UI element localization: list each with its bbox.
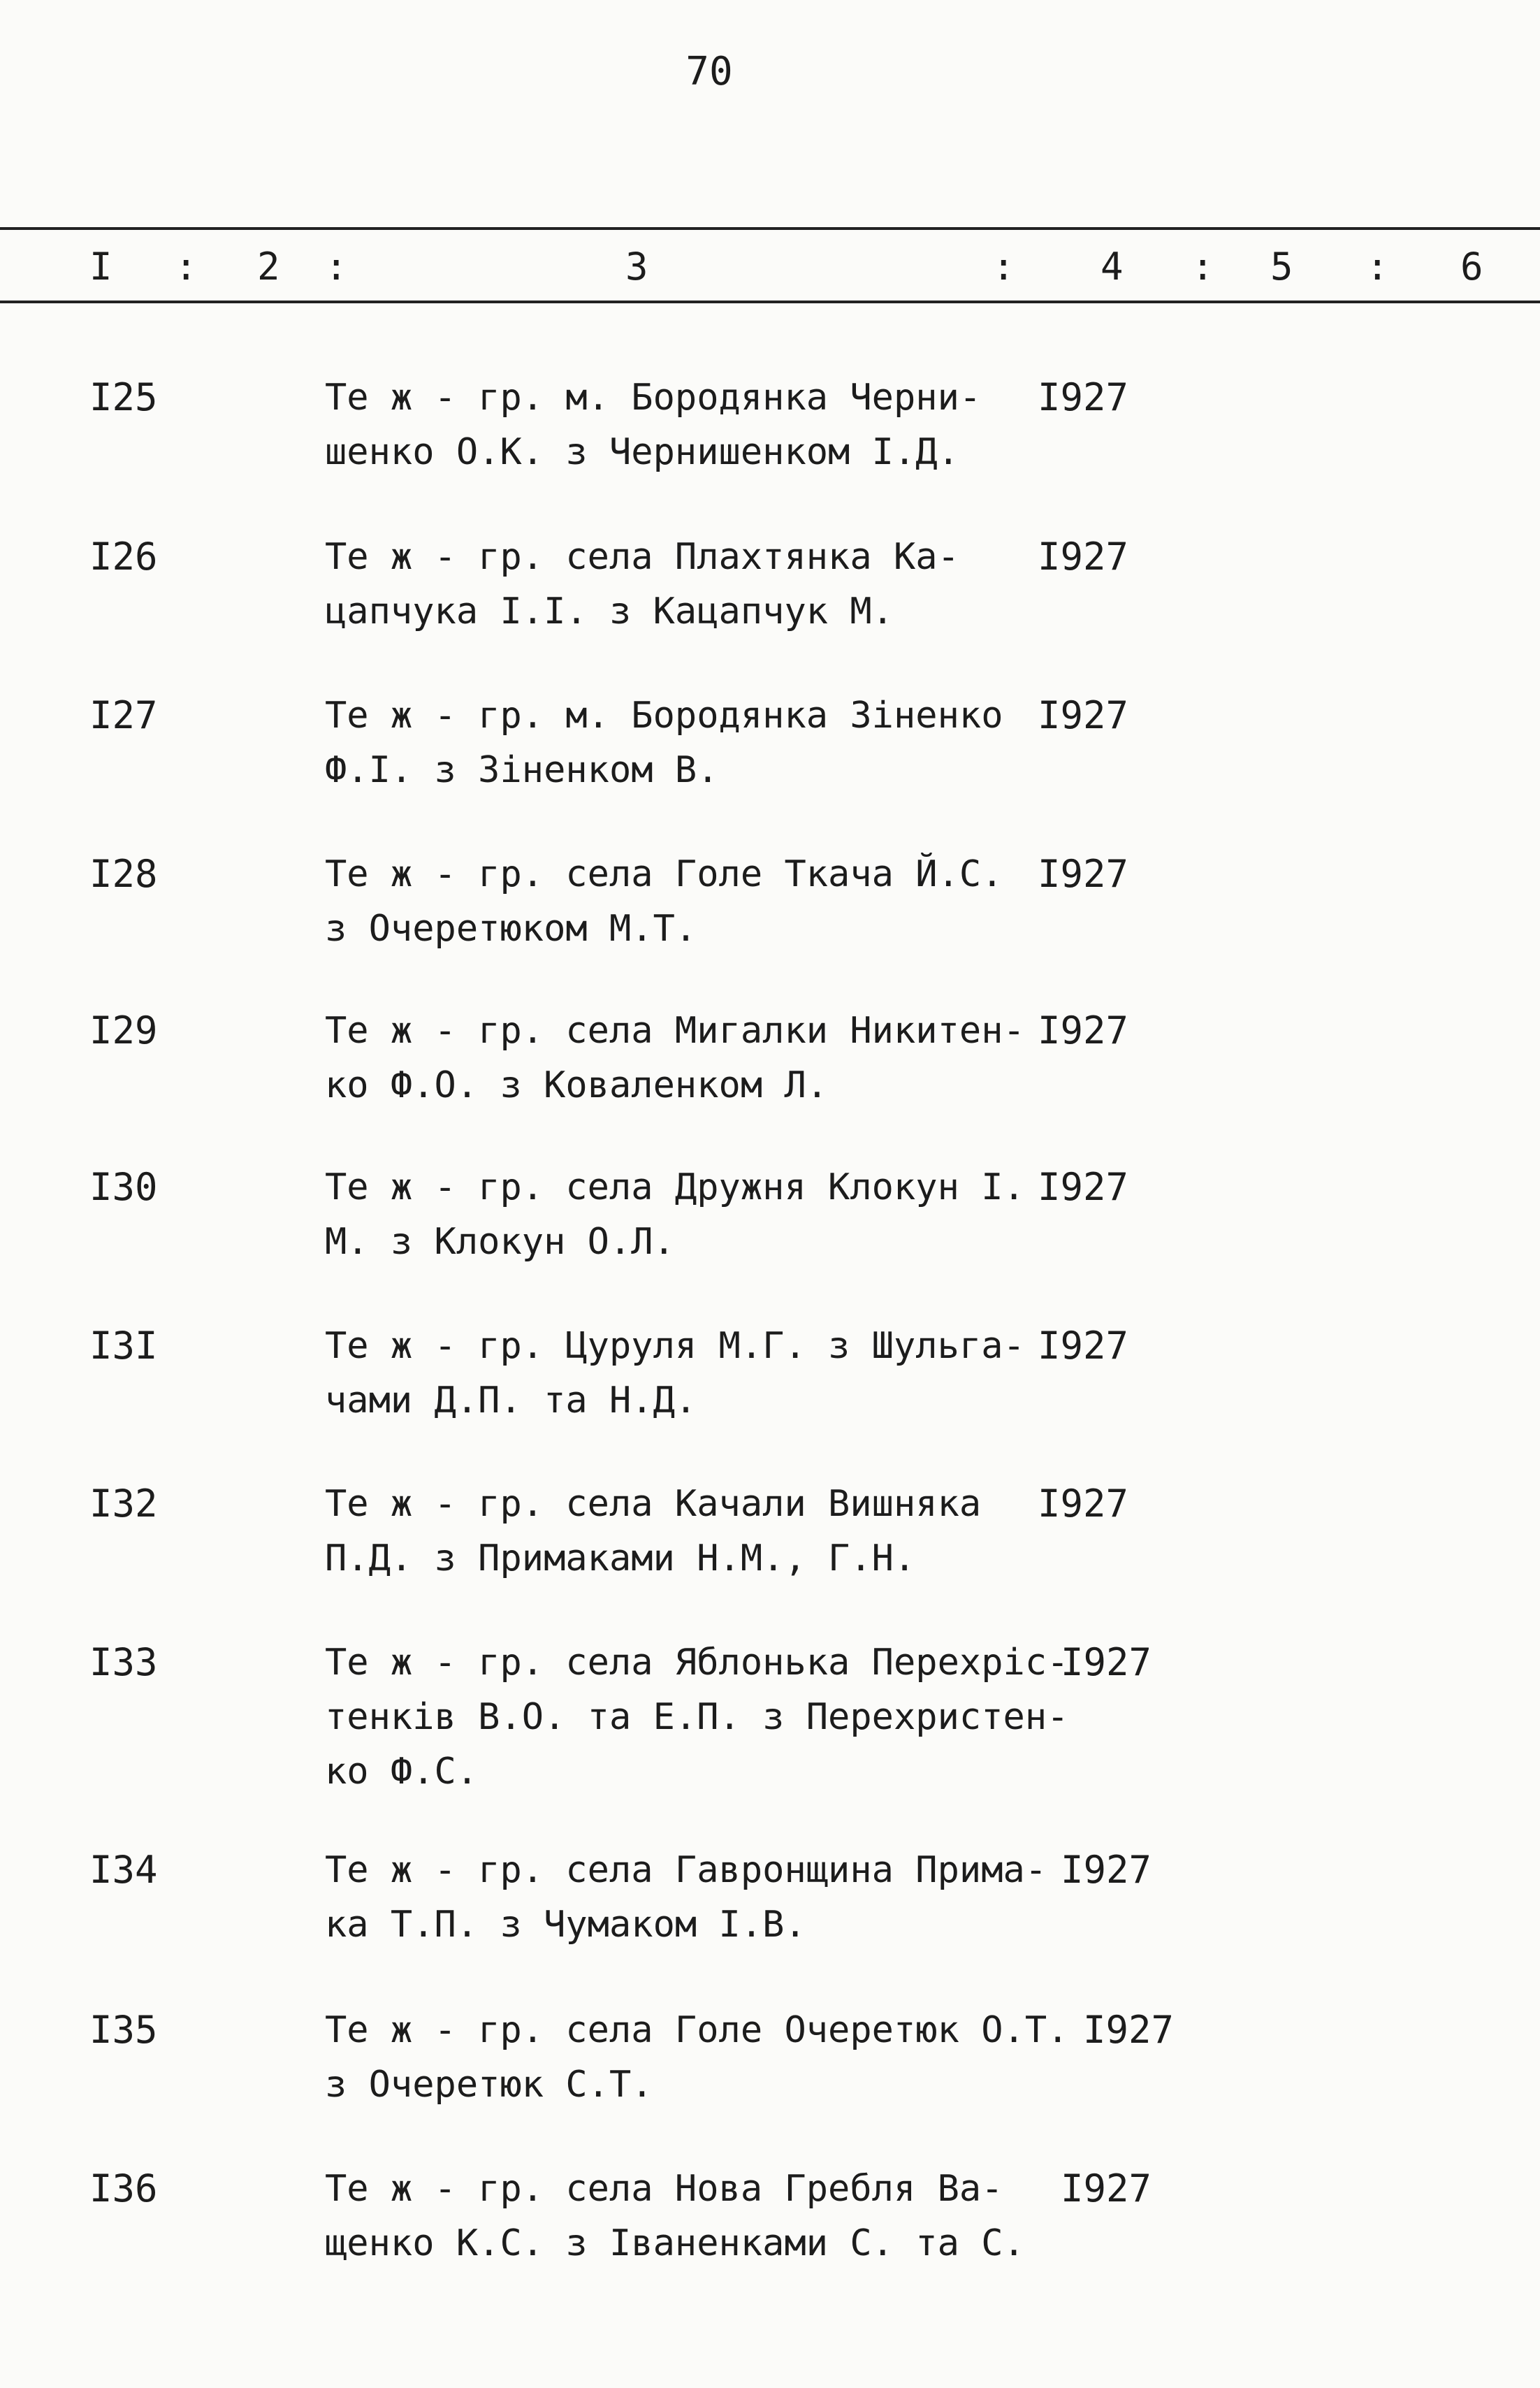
column-header-5: 5 (1270, 245, 1293, 289)
column-separator: : (1191, 245, 1214, 289)
column-header-3: 3 (625, 245, 648, 289)
column-separator: : (1366, 245, 1389, 289)
entry-year: I927 (1038, 1482, 1129, 1526)
entry-description: Те ж - гр. села Голе Очеретюк О.Т. з Очеретюк С.Т. (325, 2009, 1069, 2106)
table-top-rule (0, 227, 1540, 230)
entry-year: I927 (1083, 2008, 1175, 2052)
entry-description: Те ж - гр. села Гавронщина Прима- ка Т.П. з Чумаком І.В. (325, 1849, 1047, 1946)
column-separator: : (992, 245, 1015, 289)
column-header-4: 4 (1100, 245, 1124, 289)
entry-description: Те ж - гр. села Голе Ткача Й.С. з Очеретюком М.Т. (325, 853, 1003, 950)
entry-number: I35 (89, 2008, 158, 2052)
entry-number: I3I (89, 1324, 158, 1368)
entry-year: I927 (1061, 1640, 1152, 1684)
entry-description: Те ж - гр. села Дружня Клокун І. М. з Клокун О.Л. (325, 1166, 1025, 1263)
entry-year: I927 (1038, 1008, 1129, 1052)
entry-description: Те ж - гр. села Плахтянка Ка- цапчука І.І. з Кацапчук М. (325, 536, 959, 632)
entry-number: I25 (89, 375, 158, 419)
entry-year: I927 (1061, 1848, 1152, 1892)
entry-description: Те ж - гр. села Нова Гребля Ва- щенко К.С. з Іваненками С. та С. (325, 2168, 1025, 2264)
entry-number: I32 (89, 1482, 158, 1526)
entry-description: Те ж - гр. села Яблонька Перехріс- тенків В.О. та Е.П. з Перехристен- ко Ф.С. (325, 1642, 1069, 1793)
column-header-2: 2 (257, 245, 280, 289)
entry-year: I927 (1038, 1165, 1129, 1209)
entry-description: Те ж - гр. м. Бородянка Черни- шенко О.К. з Чернишенком І.Д. (325, 377, 982, 473)
entry-number: I34 (89, 1848, 158, 1892)
entry-year: I927 (1038, 535, 1129, 579)
entry-year: I927 (1038, 693, 1129, 737)
entry-number: I30 (89, 1165, 158, 1209)
page-number: 70 (685, 49, 733, 94)
entry-number: I36 (89, 2166, 158, 2210)
entry-year: I927 (1038, 852, 1129, 896)
column-header-1: I (89, 245, 112, 289)
entry-description: Те ж - гр. села Качали Вишняка П.Д. з Примаками Н.М., Г.Н. (325, 1483, 982, 1579)
entry-description: Те ж - гр. Цуруля М.Г. з Шульга- чами Д.П. та Н.Д. (325, 1325, 1025, 1421)
entry-year: I927 (1038, 1324, 1129, 1368)
entry-number: I29 (89, 1008, 158, 1052)
entry-description: Те ж - гр. м. Бородянка Зіненко Ф.І. з Зіненком В. (325, 695, 1003, 791)
table-header-rule (0, 301, 1540, 303)
entry-description: Те ж - гр. села Мигалки Никитен- ко Ф.О. з Коваленком Л. (325, 1010, 1025, 1106)
entry-year: I927 (1061, 2166, 1152, 2210)
entry-number: I27 (89, 693, 158, 737)
entry-number: I28 (89, 852, 158, 896)
column-header-6: 6 (1460, 245, 1483, 289)
entry-number: I26 (89, 535, 158, 579)
column-separator: : (325, 245, 348, 289)
column-separator: : (175, 245, 198, 289)
entry-year: I927 (1038, 375, 1129, 419)
entry-number: I33 (89, 1640, 158, 1684)
